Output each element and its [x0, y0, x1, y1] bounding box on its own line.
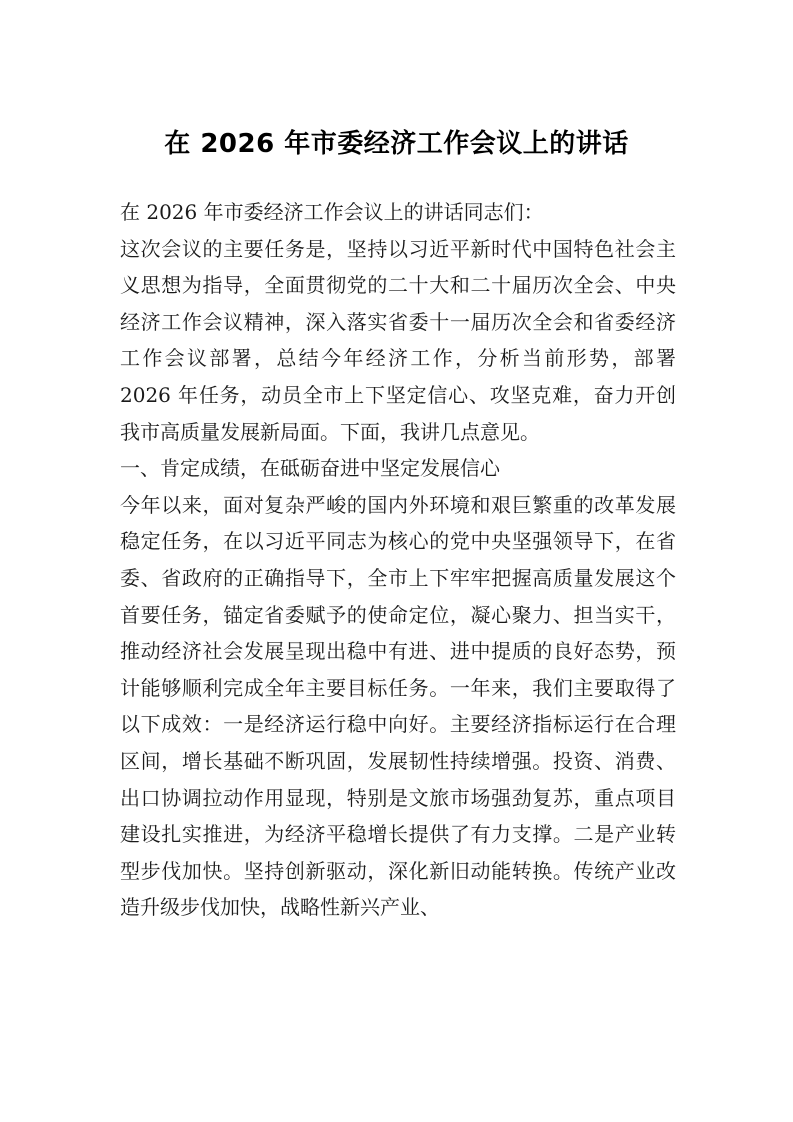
achievements-paragraph: 今年以来，面对复杂严峻的国内外环境和艰巨繁重的改革发展稳定任务，在以习近平同志为核心的党中央坚强领导下，在省委、省政府的正确指导下，全市上下牢牢把握高质量发展这个首要任务，锚定省委赋予的使命定位，凝心聚力、担当实干，推动经济社会发展呈现出稳中有进、进中提质的良好态势，预计能够顺利完成全年主要目标任务。一年来，我们主要取得了以下成效：一是经济运行稳中向好。主要经济指标运行在合理区间，增长基础不断巩固，发展韧性持续增强。投资、消费、出口协调拉动作用显现，特别是文旅市场强劲复苏，重点项目建设扎实推进，为经济平稳增长提供了有力支撑。二是产业转型步伐加快。坚持创新驱动，深化新旧动能转换。传统产业改造升级步伐加快，战略性新兴产业、 — [120, 492, 676, 920]
greeting-paragraph: 在 2026 年市委经济工作会议上的讲话同志们： — [120, 200, 544, 224]
document-title: 在 2026 年市委经济工作会议上的讲话 — [164, 129, 629, 159]
document-body — [120, 194, 676, 926]
section-heading: 一、肯定成绩，在砥砺奋进中坚定发展信心 — [120, 456, 500, 481]
intro-paragraph: 这次会议的主要任务是，坚持以习近平新时代中国特色社会主义思想为指导，全面贯彻党的二十大和二十届历次全会、中央经济工作会议精神，深入落实省委十一届历次全会和省委经济工作会议部署，总结今年经济工作，分析当前形势，部署 2026 年任务，动员全市上下坚定信心、攻坚克难，奋力开创我市高质量发展新局面。下面，我讲几点意见。 — [120, 236, 676, 444]
